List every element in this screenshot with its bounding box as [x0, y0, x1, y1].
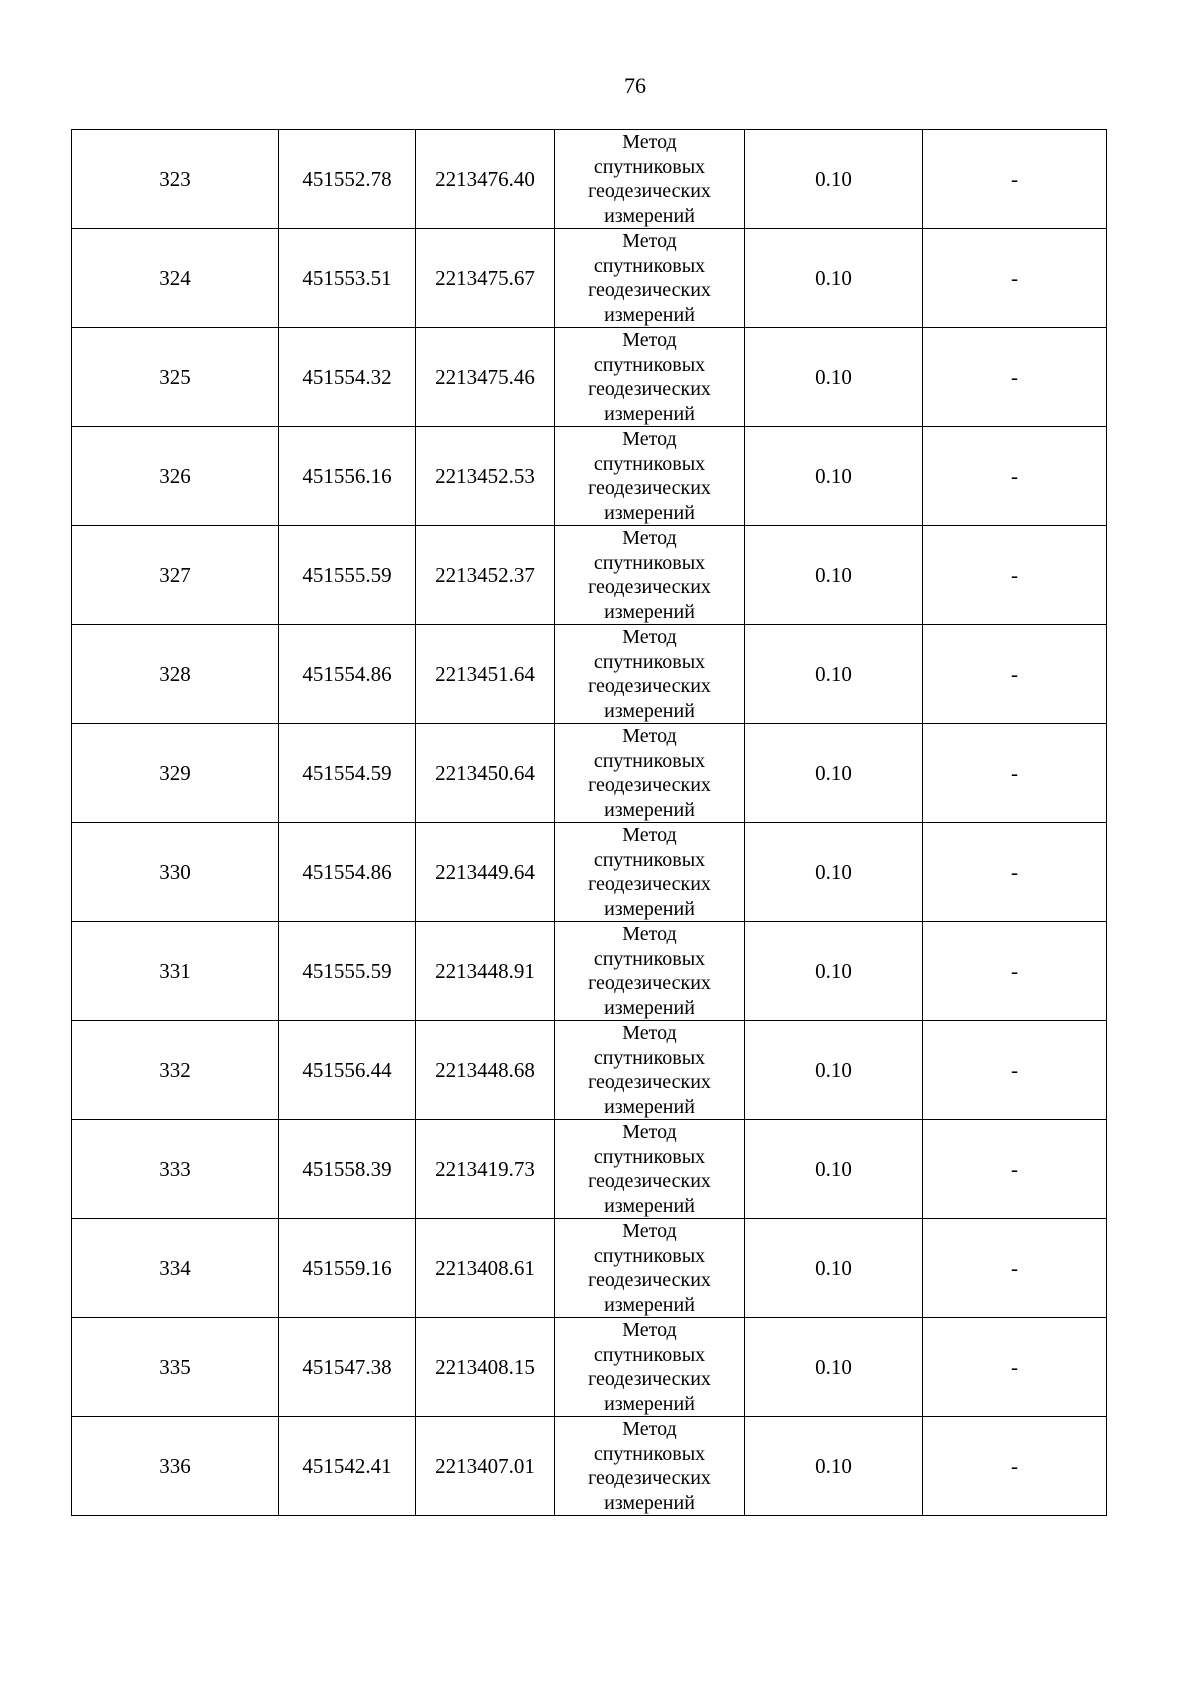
- method-text-line: геодезических: [588, 774, 711, 796]
- method-text-line: геодезических: [588, 1467, 711, 1489]
- table-row: [72, 1021, 1107, 1120]
- point-number-cell: 335: [72, 1318, 279, 1417]
- x-coordinate-cell: 451555.59: [279, 526, 416, 625]
- method-text-line: Метод: [622, 230, 677, 252]
- method-cell: [555, 229, 745, 328]
- method-cell: [555, 1120, 745, 1219]
- note-cell: -: [923, 724, 1107, 823]
- note-cell: -: [923, 328, 1107, 427]
- method-text-line: спутниковых: [593, 1442, 706, 1465]
- method-text-line: геодезических: [588, 873, 711, 895]
- method-cell: [555, 823, 745, 922]
- method-text-line: Метод: [622, 1022, 677, 1044]
- x-coordinate-cell: 451555.59: [279, 922, 416, 1021]
- coordinates-table: [71, 129, 1107, 1516]
- method-text-line: спутниковых: [593, 947, 706, 970]
- method-text-line: геодезических: [588, 477, 711, 499]
- method-cell: [555, 922, 745, 1021]
- table-row: [72, 130, 1107, 229]
- method-cell: [555, 526, 745, 625]
- x-coordinate-cell: 451553.51: [279, 229, 416, 328]
- method-text-line: спутниковых: [593, 650, 706, 673]
- accuracy-cell: 0.10: [745, 1021, 923, 1120]
- method-text-line: спутниковых: [593, 155, 706, 178]
- table-row: [72, 625, 1107, 724]
- accuracy-cell: 0.10: [745, 724, 923, 823]
- accuracy-cell: 0.10: [745, 1219, 923, 1318]
- x-coordinate-cell: 451554.59: [279, 724, 416, 823]
- note-cell: -: [923, 1219, 1107, 1318]
- method-cell: [555, 724, 745, 823]
- point-number-cell: 324: [72, 229, 279, 328]
- point-number-cell: 327: [72, 526, 279, 625]
- method-text-line: измерений: [604, 1095, 695, 1118]
- x-coordinate-cell: 451547.38: [279, 1318, 416, 1417]
- point-number-cell: 329: [72, 724, 279, 823]
- method-text-line: измерений: [604, 897, 695, 920]
- table-row: [72, 823, 1107, 922]
- method-cell: [555, 130, 745, 229]
- method-text-line: измерений: [604, 1194, 695, 1217]
- accuracy-cell: 0.10: [745, 1318, 923, 1417]
- note-cell: -: [923, 625, 1107, 724]
- point-number-cell: 334: [72, 1219, 279, 1318]
- method-text-line: Метод: [622, 626, 677, 648]
- accuracy-cell: 0.10: [745, 1417, 923, 1516]
- y-coordinate-cell: 2213475.67: [416, 229, 555, 328]
- table-row: [72, 427, 1107, 526]
- table-row: [72, 1120, 1107, 1219]
- note-cell: -: [923, 1021, 1107, 1120]
- y-coordinate-cell: 2213408.15: [416, 1318, 555, 1417]
- y-coordinate-cell: 2213450.64: [416, 724, 555, 823]
- method-text-line: измерений: [604, 501, 695, 524]
- accuracy-cell: 0.10: [745, 427, 923, 526]
- y-coordinate-cell: 2213449.64: [416, 823, 555, 922]
- method-text-line: спутниковых: [593, 551, 706, 574]
- point-number-cell: 323: [72, 130, 279, 229]
- method-text-line: измерений: [604, 996, 695, 1019]
- method-cell: [555, 427, 745, 526]
- method-text-line: измерений: [604, 699, 695, 722]
- point-number-cell: 328: [72, 625, 279, 724]
- accuracy-cell: 0.10: [745, 229, 923, 328]
- point-number-cell: 336: [72, 1417, 279, 1516]
- note-cell: -: [923, 1417, 1107, 1516]
- method-text-line: Метод: [622, 428, 677, 450]
- method-text-line: геодезических: [588, 972, 711, 994]
- y-coordinate-cell: 2213476.40: [416, 130, 555, 229]
- method-text-line: Метод: [622, 131, 677, 153]
- method-text-line: Метод: [622, 1319, 677, 1341]
- x-coordinate-cell: 451552.78: [279, 130, 416, 229]
- y-coordinate-cell: 2213448.91: [416, 922, 555, 1021]
- method-text-line: Метод: [622, 1121, 677, 1143]
- y-coordinate-cell: 2213408.61: [416, 1219, 555, 1318]
- method-text-line: спутниковых: [593, 848, 706, 871]
- page-number: 76: [624, 73, 646, 98]
- point-number-cell: 330: [72, 823, 279, 922]
- method-text-line: геодезических: [588, 576, 711, 598]
- y-coordinate-cell: 2213451.64: [416, 625, 555, 724]
- y-coordinate-cell: 2213419.73: [416, 1120, 555, 1219]
- method-text-line: геодезических: [588, 279, 711, 301]
- method-text-line: геодезических: [588, 1170, 711, 1192]
- method-text-line: Метод: [622, 329, 677, 351]
- method-text-line: спутниковых: [593, 749, 706, 772]
- method-text-line: Метод: [622, 725, 677, 747]
- method-text-line: спутниковых: [593, 1244, 706, 1267]
- accuracy-cell: 0.10: [745, 823, 923, 922]
- x-coordinate-cell: 451542.41: [279, 1417, 416, 1516]
- x-coordinate-cell: 451554.86: [279, 823, 416, 922]
- method-text-line: измерений: [604, 600, 695, 623]
- method-text-line: геодезических: [588, 675, 711, 697]
- method-text-line: геодезических: [588, 1368, 711, 1390]
- table-row: [72, 1318, 1107, 1417]
- table-row: [72, 526, 1107, 625]
- note-cell: -: [923, 1120, 1107, 1219]
- method-text-line: спутниковых: [593, 452, 706, 475]
- method-text-line: спутниковых: [593, 1343, 706, 1366]
- method-text-line: Метод: [622, 527, 677, 549]
- y-coordinate-cell: 2213452.53: [416, 427, 555, 526]
- note-cell: -: [923, 526, 1107, 625]
- method-text-line: измерений: [604, 402, 695, 425]
- method-text-line: измерений: [604, 204, 695, 227]
- method-text-line: геодезических: [588, 180, 711, 202]
- method-text-line: Метод: [622, 1418, 677, 1440]
- method-text-line: Метод: [622, 824, 677, 846]
- note-cell: -: [923, 229, 1107, 328]
- point-number-cell: 332: [72, 1021, 279, 1120]
- y-coordinate-cell: 2213407.01: [416, 1417, 555, 1516]
- y-coordinate-cell: 2213448.68: [416, 1021, 555, 1120]
- accuracy-cell: 0.10: [745, 1120, 923, 1219]
- method-text-line: измерений: [604, 1491, 695, 1514]
- point-number-cell: 333: [72, 1120, 279, 1219]
- accuracy-cell: 0.10: [745, 625, 923, 724]
- y-coordinate-cell: 2213475.46: [416, 328, 555, 427]
- method-text-line: измерений: [604, 1392, 695, 1415]
- point-number-cell: 331: [72, 922, 279, 1021]
- note-cell: -: [923, 922, 1107, 1021]
- method-text-line: измерений: [604, 1293, 695, 1316]
- note-cell: -: [923, 823, 1107, 922]
- method-cell: [555, 1417, 745, 1516]
- method-cell: [555, 1219, 745, 1318]
- method-text-line: спутниковых: [593, 1145, 706, 1168]
- method-cell: [555, 328, 745, 427]
- table-row: [72, 922, 1107, 1021]
- x-coordinate-cell: 451558.39: [279, 1120, 416, 1219]
- point-number-cell: 326: [72, 427, 279, 526]
- x-coordinate-cell: 451556.16: [279, 427, 416, 526]
- accuracy-cell: 0.10: [745, 922, 923, 1021]
- method-text-line: спутниковых: [593, 1046, 706, 1069]
- method-cell: [555, 1318, 745, 1417]
- method-cell: [555, 1021, 745, 1120]
- point-number-cell: 325: [72, 328, 279, 427]
- note-cell: -: [923, 130, 1107, 229]
- method-text-line: измерений: [604, 798, 695, 821]
- x-coordinate-cell: 451554.32: [279, 328, 416, 427]
- table-row: [72, 1219, 1107, 1318]
- method-text-line: Метод: [622, 1220, 677, 1242]
- method-text-line: геодезических: [588, 1269, 711, 1291]
- method-text-line: геодезических: [588, 378, 711, 400]
- accuracy-cell: 0.10: [745, 526, 923, 625]
- method-cell: [555, 625, 745, 724]
- accuracy-cell: 0.10: [745, 130, 923, 229]
- table-row: [72, 328, 1107, 427]
- method-text-line: измерений: [604, 303, 695, 326]
- note-cell: -: [923, 427, 1107, 526]
- y-coordinate-cell: 2213452.37: [416, 526, 555, 625]
- x-coordinate-cell: 451556.44: [279, 1021, 416, 1120]
- method-text-line: спутниковых: [593, 353, 706, 376]
- table-row: [72, 724, 1107, 823]
- method-text-line: спутниковых: [593, 254, 706, 277]
- method-text-line: Метод: [622, 923, 677, 945]
- accuracy-cell: 0.10: [745, 328, 923, 427]
- x-coordinate-cell: 451559.16: [279, 1219, 416, 1318]
- table-row: [72, 1417, 1107, 1516]
- method-text-line: геодезических: [588, 1071, 711, 1093]
- table-row: [72, 229, 1107, 328]
- note-cell: -: [923, 1318, 1107, 1417]
- table-body: [72, 130, 1107, 1516]
- x-coordinate-cell: 451554.86: [279, 625, 416, 724]
